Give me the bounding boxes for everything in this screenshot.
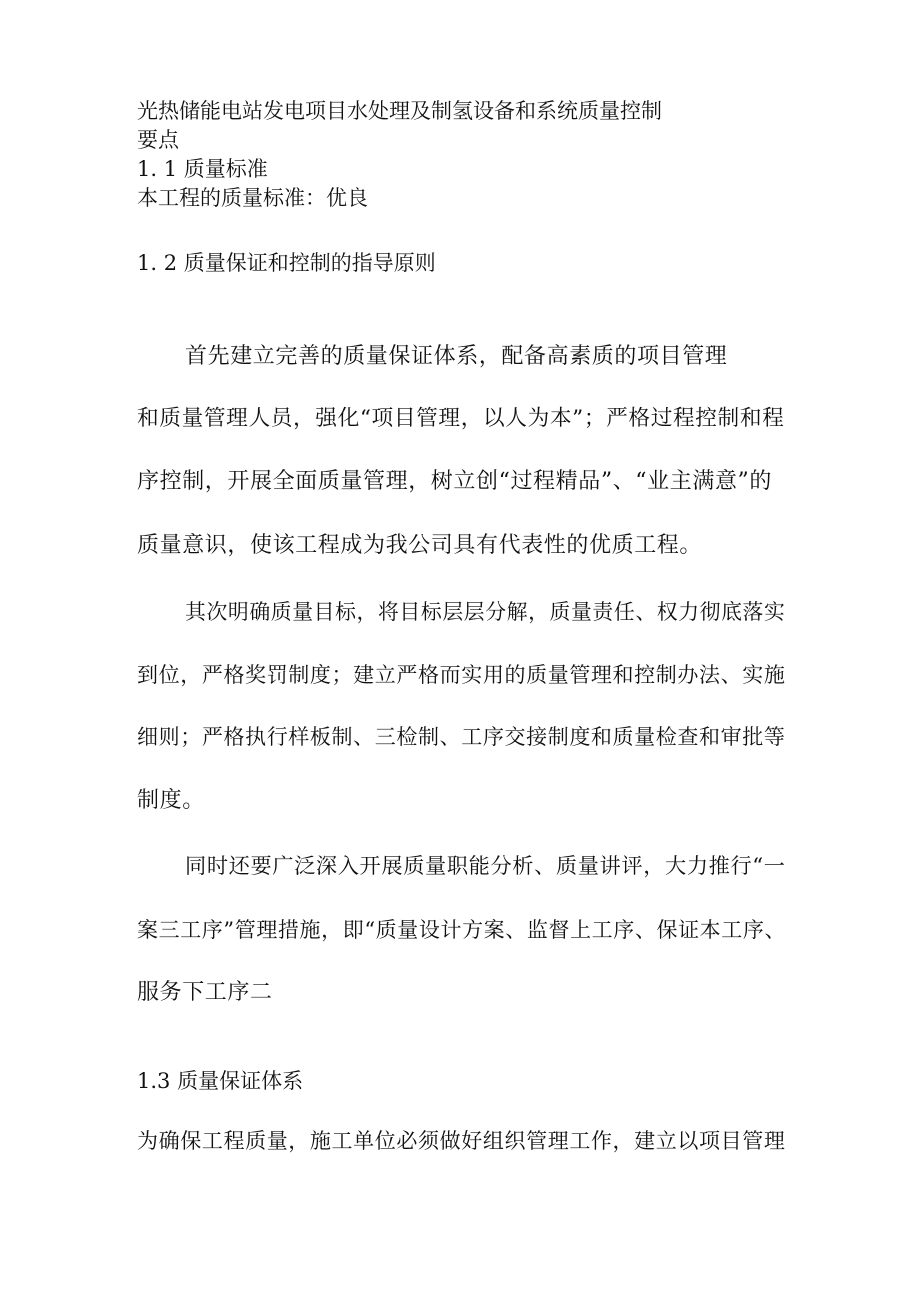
paragraph-3-line-3: 服务下工序二 — [137, 980, 273, 1005]
paragraph-2-line-2: 到位，严格奖罚制度；建立严格而实用的质量管理和控制办法、实施 — [137, 662, 786, 687]
section-1-1-text: 本工程的质量标准：优良 — [137, 186, 368, 210]
document-title-continued: 要点 — [137, 128, 179, 152]
paragraph-2-line-3: 细则；严格执行样板制、三检制、工序交接制度和质量检查和审批等 — [137, 724, 786, 749]
paragraph-3-line-2: 案三工序”管理措施，即“质量设计方案、监督上工序、保证本工序、 — [137, 918, 787, 942]
section-1-3-line-1: 为确保工程质量，施工单位必须做好组织管理工作，建立以项目管理 — [137, 1128, 786, 1153]
paragraph-1-line-4: 质量意识，使该工程成为我公司具有代表性的优质工程。 — [137, 533, 703, 558]
section-1-3-heading: 1.3 质量保证体系 — [137, 1069, 304, 1093]
paragraph-1-line-2: 和质量管理人员，强化“项目管理，以人为本”；严格过程控制和程 — [137, 406, 785, 431]
section-1-1-heading: 1. 1 质量标准 — [137, 157, 268, 181]
paragraph-2-line-1: 其次明确质量目标，将目标层层分解，质量责任、权力彻底落实 — [185, 600, 786, 624]
section-1-2-heading: 1. 2 质量保证和控制的指导原则 — [137, 251, 436, 275]
paragraph-1-line-3: 序控制，开展全面质量管理，树立创“过程精品”、“业主满意”的 — [137, 469, 772, 494]
paragraph-2-line-4: 制度。 — [137, 788, 205, 813]
paragraph-3-line-1: 同时还要广泛深入开展质量职能分析、质量讲评，大力推行“一 — [185, 854, 786, 879]
paragraph-1-line-1: 首先建立完善的质量保证体系，配备高素质的项目管理 — [185, 344, 728, 369]
document-title: 光热储能电站发电项目水处理及制氢设备和系统质量控制 — [137, 99, 662, 123]
